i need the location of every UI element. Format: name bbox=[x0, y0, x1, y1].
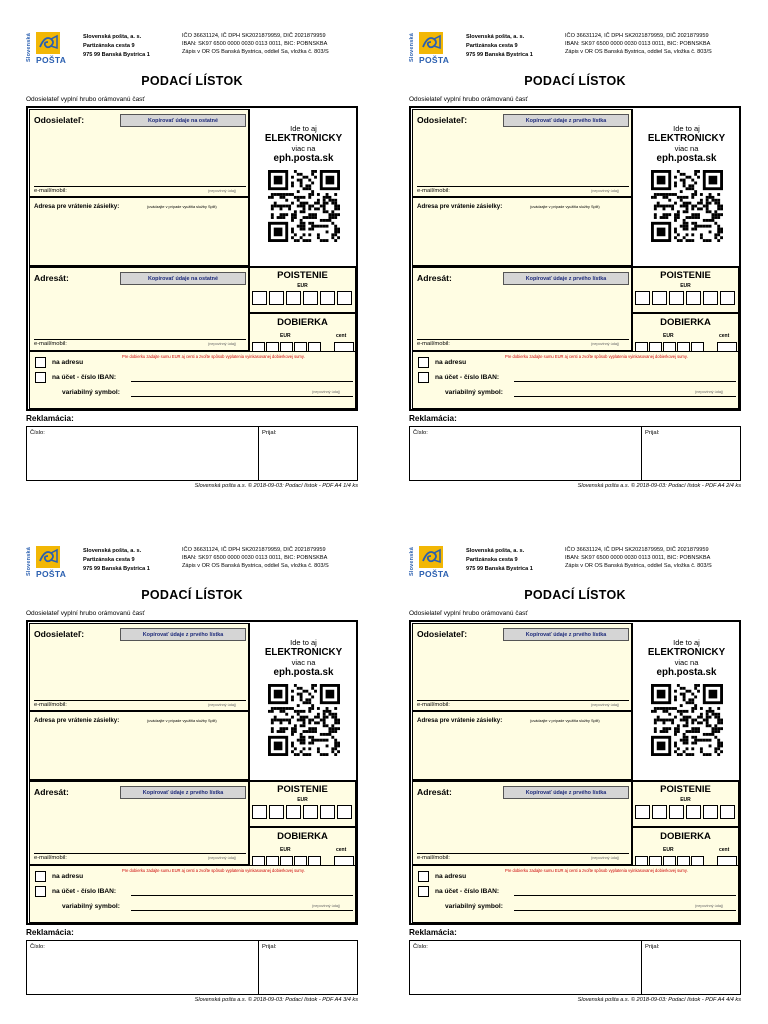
cod-note: Pre dobierku zadajte sumu EUR aj centi a zvoľte spôsob vyplatenia vyinkasovanej dobierkovej sumy. bbox=[505, 354, 688, 359]
variable-symbol-label: variabilný symbol: bbox=[62, 389, 120, 396]
insurance-eur-label: EUR bbox=[680, 797, 691, 803]
complaint-received-field[interactable] bbox=[641, 426, 741, 481]
recipient-copy-button[interactable]: Kopírovať údaje na ostatné bbox=[120, 272, 246, 285]
form-footer: Slovenská pošta a.s. © 2018-09-03: Podací lístok - PDF A4 4/4 ks bbox=[577, 997, 741, 1003]
sender-email-label: e-mail/mobil: bbox=[417, 702, 450, 708]
electronic-promo bbox=[632, 623, 740, 780]
promo-line-3: viac na bbox=[674, 144, 699, 153]
insurance-digit-cell[interactable] bbox=[286, 291, 301, 305]
sender-copy-button[interactable]: Kopírovať údaje z prvého lístka bbox=[503, 114, 629, 127]
recipient-email-optional: (nepovinný údaj) bbox=[208, 342, 237, 346]
sender-email-optional: (nepovinný údaj) bbox=[591, 189, 620, 193]
ids-line-2: IBAN: SK97 6500 0000 0030 0113 0011, BIC: POBNSKBA bbox=[565, 41, 711, 47]
logo-text: POŠTA bbox=[419, 55, 450, 65]
posthorn-icon bbox=[419, 32, 443, 54]
qr-code-icon bbox=[264, 684, 344, 756]
to-address-label: na adresu bbox=[52, 873, 84, 880]
recipient-label: Adresát: bbox=[417, 273, 452, 283]
promo-line-2: ELEKTRONICKY bbox=[647, 133, 726, 144]
sender-copy-button[interactable]: Kopírovať údaje z prvého lístka bbox=[503, 628, 629, 641]
logo-vertical-text: Slovenská bbox=[26, 32, 32, 62]
electronic-promo bbox=[249, 623, 357, 780]
promo-line-1: Ide to aj bbox=[290, 638, 317, 647]
cod-eur-label: EUR bbox=[663, 333, 674, 339]
recipient-block[interactable] bbox=[412, 780, 632, 865]
return-address-label: Adresa pre vrátenie zásielky: bbox=[417, 203, 503, 210]
company-name: Slovenská pošta, a. s. bbox=[83, 34, 142, 40]
insurance-eur-label: EUR bbox=[297, 797, 308, 803]
ids-line-1: IČO 36631124, IČ DPH SK2021879959, DIČ 2021879959 bbox=[565, 547, 709, 553]
to-account-label: na účet - číslo IBAN: bbox=[52, 374, 117, 381]
company-street: Partizánska cesta 9 bbox=[83, 43, 135, 49]
electronic-promo bbox=[249, 109, 357, 266]
promo-line-1: Ide to aj bbox=[290, 124, 317, 133]
form-frame bbox=[409, 106, 741, 411]
insurance-digit-cell[interactable] bbox=[269, 805, 284, 819]
sender-block[interactable] bbox=[29, 623, 249, 711]
cod-eur-label: EUR bbox=[280, 333, 291, 339]
company-street: Partizánska cesta 9 bbox=[466, 557, 518, 563]
complaint-number-field[interactable] bbox=[26, 426, 259, 481]
insurance-digit-cell[interactable] bbox=[337, 291, 352, 305]
insurance-digit-cell[interactable] bbox=[303, 805, 318, 819]
instruction-text: Odosielateľ vyplní hrubo orámovanú časť bbox=[409, 96, 528, 103]
return-address-label: Adresa pre vrátenie zásielky: bbox=[34, 717, 120, 724]
insurance-digit-cell[interactable] bbox=[669, 805, 684, 819]
instruction-text: Odosielateľ vyplní hrubo orámovanú časť bbox=[26, 610, 145, 617]
promo-line-3: viac na bbox=[674, 658, 699, 667]
sender-label: Odosielateľ: bbox=[417, 629, 468, 639]
insurance-eur-label: EUR bbox=[680, 283, 691, 289]
logo-text: POŠTA bbox=[36, 569, 67, 579]
to-account-label: na účet - číslo IBAN: bbox=[52, 888, 117, 895]
insurance-digit-cell[interactable] bbox=[686, 805, 701, 819]
ids-line-2: IBAN: SK97 6500 0000 0030 0113 0011, BIC: POBNSKBA bbox=[182, 555, 328, 561]
company-city: 975 99 Banská Bystrica 1 bbox=[83, 52, 150, 58]
variable-symbol-input[interactable] bbox=[131, 910, 353, 911]
podaci-listok-4 bbox=[409, 546, 741, 1016]
recipient-block[interactable] bbox=[412, 266, 632, 351]
ids-line-3: Zápis v OR OS Banská Bystrica, oddiel Sa, vložka č. 803/S bbox=[565, 563, 712, 569]
to-address-checkbox[interactable] bbox=[418, 357, 429, 368]
recipient-block[interactable] bbox=[29, 266, 249, 351]
to-account-checkbox[interactable] bbox=[418, 886, 429, 897]
sender-email-label: e-mail/mobil: bbox=[34, 188, 67, 194]
ids-line-1: IČO 36631124, IČ DPH SK2021879959, DIČ 2021879959 bbox=[182, 33, 326, 39]
sender-copy-button[interactable]: Kopírovať údaje z prvého lístka bbox=[120, 628, 246, 641]
sender-email-line bbox=[34, 700, 246, 701]
recipient-email-label: e-mail/mobil: bbox=[417, 855, 450, 861]
to-address-checkbox[interactable] bbox=[35, 871, 46, 882]
complaint-number-label: Číslo: bbox=[30, 944, 45, 950]
recipient-copy-button[interactable]: Kopírovať údaje z prvého lístka bbox=[120, 786, 246, 799]
payout-block bbox=[412, 865, 739, 923]
company-city: 975 99 Banská Bystrica 1 bbox=[466, 566, 533, 572]
insurance-digit-cell[interactable] bbox=[635, 805, 650, 819]
iban-input[interactable] bbox=[131, 381, 353, 382]
variable-symbol-label: variabilný symbol: bbox=[445, 903, 503, 910]
company-ids bbox=[565, 32, 712, 56]
recipient-email-optional: (nepovinný údaj) bbox=[591, 342, 620, 346]
sender-label: Odosielateľ: bbox=[34, 115, 85, 125]
recipient-label: Adresát: bbox=[34, 787, 69, 797]
company-info bbox=[466, 33, 533, 60]
insurance-digit-cell[interactable] bbox=[703, 805, 718, 819]
insurance-digit-cell[interactable] bbox=[303, 291, 318, 305]
company-name: Slovenská pošta, a. s. bbox=[466, 548, 525, 554]
promo-link[interactable]: eph.posta.sk bbox=[656, 153, 717, 164]
insurance-label: POISTENIE bbox=[277, 270, 328, 281]
logo-text: POŠTA bbox=[419, 569, 450, 579]
complaint-label: Reklamácia: bbox=[409, 414, 457, 423]
ids-line-2: IBAN: SK97 6500 0000 0030 0113 0011, BIC: POBNSKBA bbox=[565, 555, 711, 561]
insurance-block bbox=[632, 780, 739, 827]
sender-label: Odosielateľ: bbox=[417, 115, 468, 125]
form-title: PODACÍ LÍSTOK bbox=[141, 74, 243, 88]
variable-symbol-input[interactable] bbox=[514, 396, 736, 397]
posta-logo bbox=[26, 32, 70, 68]
insurance-digit-cell[interactable] bbox=[286, 805, 301, 819]
promo-line-2: ELEKTRONICKY bbox=[647, 647, 726, 658]
cod-cent-label: cent bbox=[719, 847, 730, 853]
variable-symbol-optional: (nepovinný údaj) bbox=[312, 904, 341, 908]
company-info bbox=[83, 33, 150, 60]
cod-note: Pre dobierku zadajte sumu EUR aj centi a zvoľte spôsob vyplatenia vyinkasovanej dobierkovej sumy. bbox=[505, 868, 688, 873]
complaint-received-field[interactable] bbox=[641, 940, 741, 995]
ids-line-1: IČO 36631124, IČ DPH SK2021879959, DIČ 2021879959 bbox=[565, 33, 709, 39]
cod-eur-label: EUR bbox=[280, 847, 291, 853]
cod-note: Pre dobierku zadajte sumu EUR aj centi a zvoľte spôsob vyplatenia vyinkasovanej dobierkovej sumy. bbox=[122, 354, 305, 359]
cod-cent-label: cent bbox=[719, 333, 730, 339]
insurance-digit-cell[interactable] bbox=[252, 805, 267, 819]
sender-email-optional: (nepovinný údaj) bbox=[208, 703, 237, 707]
complaint-number-label: Číslo: bbox=[30, 430, 45, 436]
variable-symbol-optional: (nepovinný údaj) bbox=[695, 390, 724, 394]
to-account-label: na účet - číslo IBAN: bbox=[435, 374, 500, 381]
complaint-received-field[interactable] bbox=[258, 426, 358, 481]
recipient-email-label: e-mail/mobil: bbox=[34, 855, 67, 861]
recipient-email-label: e-mail/mobil: bbox=[417, 341, 450, 347]
insurance-block bbox=[249, 780, 356, 827]
logo-vertical-text: Slovenská bbox=[409, 32, 415, 62]
complaint-received-label: Prijal: bbox=[645, 430, 660, 436]
logo-vertical-text: Slovenská bbox=[409, 546, 415, 576]
sender-email-optional: (nepovinný údaj) bbox=[591, 703, 620, 707]
promo-line-3: viac na bbox=[291, 658, 316, 667]
complaint-received-label: Prijal: bbox=[262, 430, 277, 436]
return-address-note: (uvádzajte v prípade využitia služby Split) bbox=[530, 205, 600, 209]
recipient-email-line bbox=[417, 853, 629, 854]
complaint-number-field[interactable] bbox=[409, 426, 642, 481]
form-footer: Slovenská pošta a.s. © 2018-09-03: Podací lístok - PDF A4 1/4 ks bbox=[194, 483, 358, 489]
return-address-label: Adresa pre vrátenie zásielky: bbox=[34, 203, 120, 210]
company-info bbox=[466, 547, 533, 574]
iban-input[interactable] bbox=[514, 895, 736, 896]
qr-code-icon bbox=[264, 170, 344, 242]
cod-cent-label: cent bbox=[336, 847, 347, 853]
cod-label: DOBIERKA bbox=[277, 317, 328, 328]
sender-email-optional: (nepovinný údaj) bbox=[208, 189, 237, 193]
complaint-received-label: Prijal: bbox=[262, 944, 277, 950]
form-title: PODACÍ LÍSTOK bbox=[524, 74, 626, 88]
electronic-promo bbox=[632, 109, 740, 266]
company-ids bbox=[182, 546, 329, 570]
insurance-digit-cell[interactable] bbox=[720, 291, 735, 305]
insurance-digit-cell[interactable] bbox=[320, 805, 335, 819]
podaci-listok-1 bbox=[26, 32, 358, 502]
recipient-copy-button[interactable]: Kopírovať údaje z prvého lístka bbox=[503, 786, 629, 799]
complaint-number-label: Číslo: bbox=[413, 944, 428, 950]
return-address-block[interactable] bbox=[412, 197, 632, 266]
insurance-digit-cell[interactable] bbox=[720, 805, 735, 819]
recipient-email-optional: (nepovinný údaj) bbox=[208, 856, 237, 860]
insurance-digit-cell[interactable] bbox=[269, 291, 284, 305]
promo-link[interactable]: eph.posta.sk bbox=[656, 667, 717, 678]
insurance-label: POISTENIE bbox=[277, 784, 328, 795]
sender-email-line bbox=[417, 186, 629, 187]
cod-label: DOBIERKA bbox=[660, 317, 711, 328]
complaint-label: Reklamácia: bbox=[26, 928, 74, 937]
recipient-email-line bbox=[417, 339, 629, 340]
sender-email-label: e-mail/mobil: bbox=[417, 188, 450, 194]
payout-block bbox=[29, 351, 356, 409]
recipient-label: Adresát: bbox=[417, 787, 452, 797]
insurance-digit-cell[interactable] bbox=[703, 291, 718, 305]
form-frame bbox=[409, 620, 741, 925]
recipient-email-optional: (nepovinný údaj) bbox=[591, 856, 620, 860]
qr-code-icon bbox=[647, 170, 727, 242]
ids-line-3: Zápis v OR OS Banská Bystrica, oddiel Sa, vložka č. 803/S bbox=[565, 49, 712, 55]
insurance-digit-cell[interactable] bbox=[337, 805, 352, 819]
iban-input[interactable] bbox=[131, 895, 353, 896]
complaint-received-label: Prijal: bbox=[645, 944, 660, 950]
to-account-checkbox[interactable] bbox=[418, 372, 429, 383]
ids-line-1: IČO 36631124, IČ DPH SK2021879959, DIČ 2021879959 bbox=[182, 547, 326, 553]
ids-line-2: IBAN: SK97 6500 0000 0030 0113 0011, BIC: POBNSKBA bbox=[182, 41, 328, 47]
insurance-block bbox=[249, 266, 356, 313]
form-frame bbox=[26, 620, 358, 925]
promo-line-1: Ide to aj bbox=[673, 124, 700, 133]
to-address-label: na adresu bbox=[435, 873, 467, 880]
complaint-label: Reklamácia: bbox=[26, 414, 74, 423]
form-title: PODACÍ LÍSTOK bbox=[141, 588, 243, 602]
recipient-block[interactable] bbox=[29, 780, 249, 865]
insurance-label: POISTENIE bbox=[660, 270, 711, 281]
posta-logo bbox=[26, 546, 70, 582]
to-address-checkbox[interactable] bbox=[418, 871, 429, 882]
promo-line-2: ELEKTRONICKY bbox=[264, 647, 343, 658]
return-address-note: (uvádzajte v prípade využitia služby Split) bbox=[147, 719, 217, 723]
return-address-block[interactable] bbox=[29, 197, 249, 266]
variable-symbol-label: variabilný symbol: bbox=[62, 903, 120, 910]
posthorn-icon bbox=[36, 546, 60, 568]
to-account-label: na účet - číslo IBAN: bbox=[435, 888, 500, 895]
insurance-digit-cell[interactable] bbox=[635, 291, 650, 305]
variable-symbol-optional: (nepovinný údaj) bbox=[695, 904, 724, 908]
iban-input[interactable] bbox=[514, 381, 736, 382]
posthorn-icon bbox=[36, 32, 60, 54]
complaint-number-label: Číslo: bbox=[413, 430, 428, 436]
variable-symbol-input[interactable] bbox=[514, 910, 736, 911]
to-account-checkbox[interactable] bbox=[35, 886, 46, 897]
sender-email-line bbox=[34, 186, 246, 187]
insurance-eur-label: EUR bbox=[297, 283, 308, 289]
promo-line-2: ELEKTRONICKY bbox=[264, 133, 343, 144]
return-address-block[interactable] bbox=[412, 711, 632, 780]
insurance-digit-cell[interactable] bbox=[320, 291, 335, 305]
cod-note: Pre dobierku zadajte sumu EUR aj centi a zvoľte spôsob vyplatenia vyinkasovanej dobierkovej sumy. bbox=[122, 868, 305, 873]
company-info bbox=[83, 547, 150, 574]
cod-label: DOBIERKA bbox=[660, 831, 711, 842]
cod-cent-label: cent bbox=[336, 333, 347, 339]
insurance-label: POISTENIE bbox=[660, 784, 711, 795]
sender-email-label: e-mail/mobil: bbox=[34, 702, 67, 708]
company-ids bbox=[182, 32, 329, 56]
sender-email-line bbox=[417, 700, 629, 701]
recipient-email-label: e-mail/mobil: bbox=[34, 341, 67, 347]
variable-symbol-input[interactable] bbox=[131, 396, 353, 397]
to-address-checkbox[interactable] bbox=[35, 357, 46, 368]
complaint-label: Reklamácia: bbox=[409, 928, 457, 937]
company-name: Slovenská pošta, a. s. bbox=[466, 34, 525, 40]
return-address-block[interactable] bbox=[29, 711, 249, 780]
instruction-text: Odosielateľ vyplní hrubo orámovanú časť bbox=[26, 96, 145, 103]
form-frame bbox=[26, 106, 358, 411]
payout-block bbox=[412, 351, 739, 409]
complaint-number-field[interactable] bbox=[409, 940, 642, 995]
qr-code-icon bbox=[647, 684, 727, 756]
recipient-email-line bbox=[34, 853, 246, 854]
cod-eur-label: EUR bbox=[663, 847, 674, 853]
complaint-received-field[interactable] bbox=[258, 940, 358, 995]
instruction-text: Odosielateľ vyplní hrubo orámovanú časť bbox=[409, 610, 528, 617]
insurance-digit-cell[interactable] bbox=[652, 805, 667, 819]
logo-vertical-text: Slovenská bbox=[26, 546, 32, 576]
podaci-listok-2 bbox=[409, 32, 741, 502]
company-name: Slovenská pošta, a. s. bbox=[83, 548, 142, 554]
posta-logo bbox=[409, 546, 453, 582]
company-city: 975 99 Banská Bystrica 1 bbox=[466, 52, 533, 58]
posthorn-icon bbox=[419, 546, 443, 568]
posta-logo bbox=[409, 32, 453, 68]
variable-symbol-optional: (nepovinný údaj) bbox=[312, 390, 341, 394]
form-footer: Slovenská pošta a.s. © 2018-09-03: Podací lístok - PDF A4 3/4 ks bbox=[194, 997, 358, 1003]
company-city: 975 99 Banská Bystrica 1 bbox=[83, 566, 150, 572]
company-street: Partizánska cesta 9 bbox=[466, 43, 518, 49]
sender-block[interactable] bbox=[412, 109, 632, 197]
insurance-block bbox=[632, 266, 739, 313]
insurance-digit-cell[interactable] bbox=[686, 291, 701, 305]
return-address-note: (uvádzajte v prípade využitia služby Split) bbox=[530, 719, 600, 723]
recipient-email-line bbox=[34, 339, 246, 340]
insurance-digit-cell[interactable] bbox=[669, 291, 684, 305]
cod-label: DOBIERKA bbox=[277, 831, 328, 842]
promo-link[interactable]: eph.posta.sk bbox=[273, 667, 334, 678]
company-street: Partizánska cesta 9 bbox=[83, 557, 135, 563]
insurance-digit-cell[interactable] bbox=[652, 291, 667, 305]
promo-line-1: Ide to aj bbox=[673, 638, 700, 647]
form-title: PODACÍ LÍSTOK bbox=[524, 588, 626, 602]
variable-symbol-label: variabilný symbol: bbox=[445, 389, 503, 396]
return-address-note: (uvádzajte v prípade využitia služby Split) bbox=[147, 205, 217, 209]
promo-line-3: viac na bbox=[291, 144, 316, 153]
logo-text: POŠTA bbox=[36, 55, 67, 65]
return-address-label: Adresa pre vrátenie zásielky: bbox=[417, 717, 503, 724]
sender-block[interactable] bbox=[412, 623, 632, 711]
payout-block bbox=[29, 865, 356, 923]
promo-link[interactable]: eph.posta.sk bbox=[273, 153, 334, 164]
to-address-label: na adresu bbox=[435, 359, 467, 366]
ids-line-3: Zápis v OR OS Banská Bystrica, oddiel Sa, vložka č. 803/S bbox=[182, 563, 329, 569]
to-account-checkbox[interactable] bbox=[35, 372, 46, 383]
recipient-copy-button[interactable]: Kopírovať údaje z prvého lístka bbox=[503, 272, 629, 285]
company-ids bbox=[565, 546, 712, 570]
to-address-label: na adresu bbox=[52, 359, 84, 366]
sender-copy-button[interactable]: Kopírovať údaje na ostatné bbox=[120, 114, 246, 127]
ids-line-3: Zápis v OR OS Banská Bystrica, oddiel Sa, vložka č. 803/S bbox=[182, 49, 329, 55]
sender-label: Odosielateľ: bbox=[34, 629, 85, 639]
complaint-number-field[interactable] bbox=[26, 940, 259, 995]
insurance-digit-cell[interactable] bbox=[252, 291, 267, 305]
recipient-label: Adresát: bbox=[34, 273, 69, 283]
form-footer: Slovenská pošta a.s. © 2018-09-03: Podací lístok - PDF A4 2/4 ks bbox=[577, 483, 741, 489]
sender-block[interactable] bbox=[29, 109, 249, 197]
podaci-listok-3 bbox=[26, 546, 358, 1016]
